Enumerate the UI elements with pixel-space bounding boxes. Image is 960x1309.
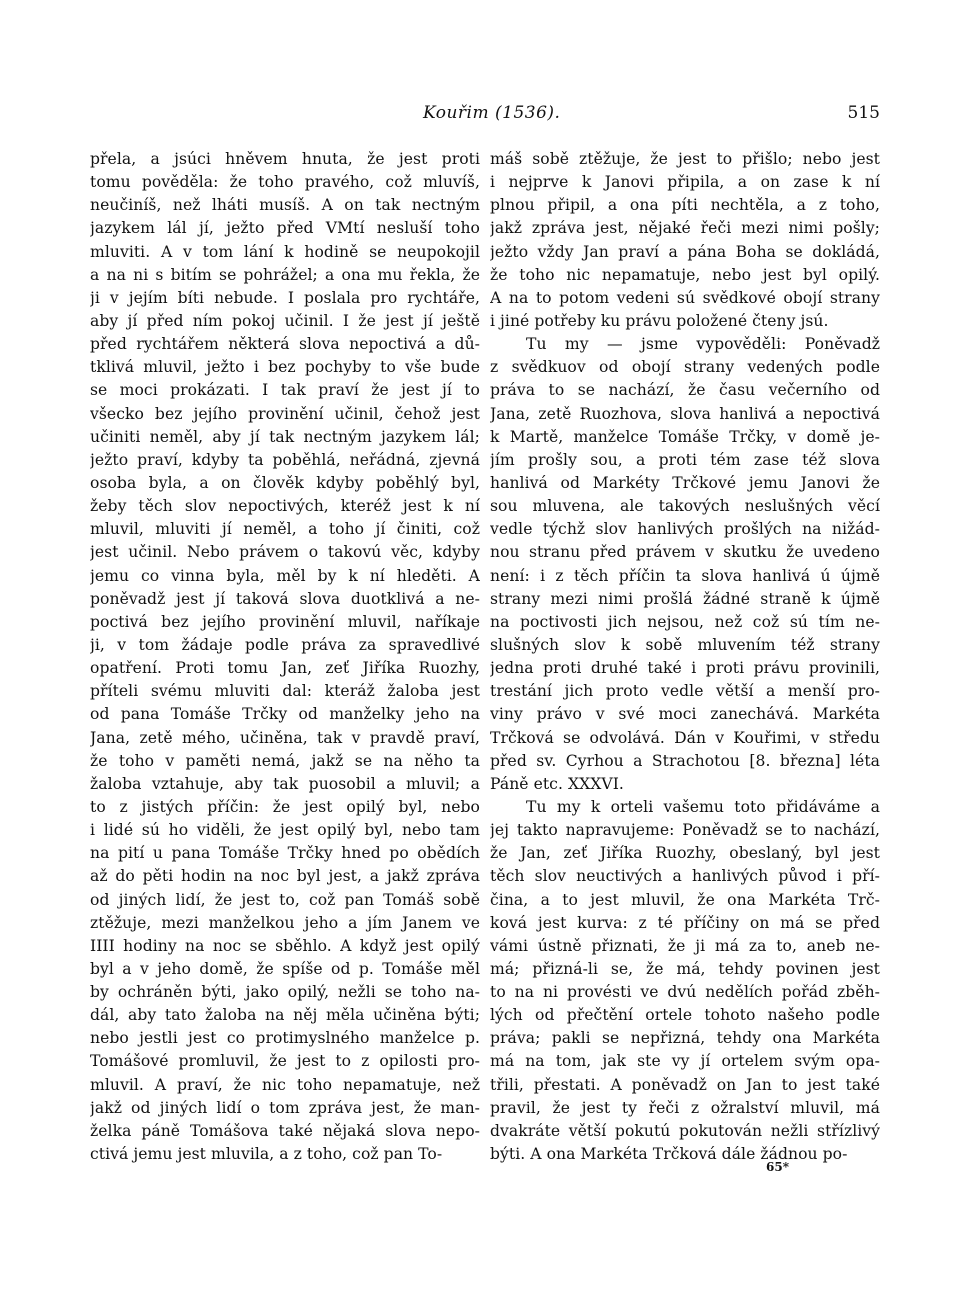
text-line: máš sobě ztěžuje, že jest to přišlo; nebo jest: [490, 150, 880, 168]
text-line: aby jí před ním pokoj učinil. I že jest jí ještě: [90, 311, 480, 330]
text-line: příteli svému mluviti dal: kteráž žaloba jest: [90, 682, 480, 701]
text-line: opatření. Proti tomu Jan, zeť Jiříka Ruozhy,: [90, 659, 480, 678]
text-line: k Martě, manželce Tomáše Trčky, v domě je-: [490, 427, 880, 446]
text-line: Jana, zetě mého, učiněna, tak v pravdě praví,: [90, 728, 480, 747]
text-line: není: i z těch příčin ta slova hanlivá ú újmě: [490, 566, 880, 585]
text-line: dál, aby tato žaloba na něj měla učiněna býti;: [90, 1006, 480, 1025]
text-line: to na ni provésti ve dvú nedělích pořád zběh-: [490, 983, 880, 1002]
text-line: ježto vždy Jan praví a pána Boha se dokládá,: [490, 242, 880, 261]
text-line: že Jan, zeť Jiříka Ruozhy, obeslaný, byl jest: [490, 844, 880, 863]
text-line: před rychtářem některá slova nepoctivá a dů-: [90, 335, 480, 354]
signature-mark: 65*: [766, 1160, 789, 1174]
text-line: želka páně Tomášova také nějaká slova nepo-: [90, 1121, 480, 1140]
text-line: ctivá jemu jest mluvila, a z toho, což pan To-: [90, 1145, 443, 1164]
text-line: slušných slov k sobě mluvením též strany: [490, 635, 880, 654]
text-line: ji, v tom žádaje podle práva za spravedlivé: [90, 635, 480, 654]
text-line: žeby těch slov nepoctivých, kteréž jest k ní: [90, 497, 480, 516]
text-line: býti. A ona Markéta Trčková dále žádnou po-: [490, 1145, 848, 1164]
text-line: mluvil. A praví, že nic toho nepamatuje, než: [90, 1075, 480, 1094]
text-line: jest učinil. Nebo právem o takovú věc, kdyby: [90, 543, 480, 562]
text-line: tklivá mluvil, ježto i bez pochyby to vše bude: [90, 358, 480, 377]
text-line: že toho nic nepamatuje, nebo jest byl opilý.: [490, 265, 880, 284]
text-line: těch slov neuctivých a hanlivých původ i pří-: [490, 867, 880, 886]
text-line: ztěžuje, mezi manželkou jeho a jím Janem ve: [90, 913, 480, 932]
text-line: IIII hodiny na noc se sběhlo. A když jest opilý: [90, 936, 480, 955]
text-line: před sv. Cyrhou a Strachotou [8. března] léta: [490, 751, 880, 770]
text-line: poctivá bez jejího provinění mluvil, naříkaje: [90, 612, 480, 631]
page-number: 515: [847, 103, 880, 123]
text-line: jej takto napravujeme: Poněvadž se to nachází,: [490, 821, 880, 840]
right-column: [490, 148, 880, 1166]
text-line: jím prošly sou, a proti tém zase též slova: [490, 450, 880, 469]
text-line: na poctivosti jich nejsou, než což sú tím ne-: [490, 612, 880, 631]
text-line: tomu pověděla: že toho pravého, což mluvíš,: [90, 173, 480, 192]
text-line: ježto praví, kdyby ta poběhlá, neřádná, zjevná: [90, 450, 480, 469]
text-line: že toho v paměti nemá, jakž se na něho ta: [90, 751, 480, 770]
text-line: nebo jestli jest co protimyslného manželce p.: [90, 1029, 480, 1048]
text-line: má; přizná-li se, že má, tehdy povinen jest: [490, 959, 880, 978]
text-line: sou mluvena, ale takových neslušných věcí: [490, 497, 880, 516]
text-line: jemu co vinna byla, měl by k ní hleděti. A: [90, 566, 480, 585]
text-line: všecko bez jejího provinění učinil, čehož jest: [90, 404, 480, 423]
text-line: by ochráněn býti, jako opilý, nežli se toho na-: [90, 983, 480, 1002]
text-line: mluvil, mluviti jí neměl, a toho jí činiti, což: [90, 520, 480, 539]
text-line: to z jistých příčin: že jest opilý byl, nebo: [90, 797, 480, 816]
text-line: čina, a to jest mluvil, že ona Markéta Trč-: [490, 890, 880, 909]
text-line: má na tom, jak ste vy jí ortelem svým opa-: [490, 1052, 880, 1071]
text-line: z svědkuov od obojí strany vedených podle: [490, 358, 880, 377]
text-line: jazykem lál jí, ježto před VMtí nesluší toho: [90, 219, 480, 238]
left-column: [90, 148, 480, 1166]
text-line: hanlivá od Markéty Trčkové jemu Janovi že: [490, 473, 880, 492]
text-line: strany mezi nimi prošlá žádné straně k újmě: [490, 589, 880, 608]
text-line: i nejprve k Janovi připila, a on zase k ní: [490, 173, 880, 192]
text-line: jedna proti druhé také i proti právu provinili,: [490, 659, 880, 678]
text-line: nou stranu před právem v skutku že uvedeno: [490, 543, 880, 562]
text-line: a na ni s bitím se pohrážel; a ona mu řekla, že: [90, 265, 480, 284]
text-line: jakž od jiných lidí o tom zpráva jest, že man-: [90, 1098, 480, 1117]
text-line: práva to se nachází, že času večerního od: [490, 381, 880, 400]
text-line: i jiné potřeby ku právu položené čteny jsú.: [490, 311, 829, 330]
text-line: třili, přestati. A poněvadž on Jan to jest také: [490, 1075, 880, 1094]
text-line: lých od přečtění ortele tohoto našeho podle: [490, 1006, 880, 1025]
text-line: učiniti neměl, aby jí tak nectným jazykem lál;: [90, 427, 480, 446]
text-line: práva; pakli se nepřizná, tehdy ona Markéta: [490, 1029, 880, 1048]
text-line: až do pěti hodin na noc byl jest, a jakž zpráva: [90, 867, 480, 886]
text-line: od jiných lidí, že jest to, což pan Tomáš sobě: [90, 890, 480, 909]
running-title: Kouřim (1536).: [423, 103, 561, 123]
text-line: byl a v jeho domě, že spíše od p. Tomáše měl: [90, 959, 480, 978]
text-line: osoba byla, a on člověk kdyby poběhlý byl,: [90, 473, 480, 492]
text-line: Tomášové promluvil, že jest to z opilosti pro-: [90, 1052, 480, 1071]
text-line: Tu my — jsme vypověděli: Poněvadž: [526, 335, 880, 354]
text-line: neučiníš, než lháti musíš. A on tak nectným: [90, 196, 480, 215]
text-line: mluviti. A v tom lání k hodině se neupokojil: [90, 242, 480, 261]
text-line: plnou připil, a ona píti nechtěla, a z toho,: [490, 196, 880, 215]
text-line: od pana Tomáše Trčky od manželky jeho na: [90, 705, 480, 724]
text-line: jakž zpráva jest, nějaké řeči mezi nimi pošly;: [490, 219, 880, 238]
text-line: vámi ústně přiznati, že ji má za to, aneb ne-: [490, 936, 880, 955]
text-line: Jana, zetě Ruozhova, slova hanlivá a nepoctivá: [490, 404, 880, 423]
text-line: A na to potom vedeni sú svědkové obojí strany: [490, 288, 880, 307]
text-line: žaloba vztahuje, aby tak puosobil a mluvil; a: [90, 774, 480, 793]
page-header: [90, 103, 880, 129]
text-line: přela, a jsúci hněvem hnuta, že jest proti: [90, 150, 480, 168]
text-line: i lidé sú ho viděli, že jest opilý byl, nebo tam: [90, 821, 480, 840]
text-line: na pití u pana Tomáše Trčky hned po obědích: [90, 844, 480, 863]
text-line: Tu my k orteli vašemu toto přidáváme a: [526, 797, 880, 816]
text-line: se moci prokázati. I tak praví že jest jí to: [90, 381, 480, 400]
text-line: vedle týchž slov hanlivých prošlých na nižád-: [490, 520, 880, 539]
text-line: Trčková se odvolává. Dán v Kouřimi, v středu: [490, 728, 880, 747]
text-line: trestání jich proto vedle větší a menší pro-: [490, 682, 880, 701]
text-line: pravil, že jest ty řeči z ožralství mluvil, má: [490, 1098, 880, 1117]
text-line: Páně etc. XXXVI.: [490, 774, 624, 793]
text-line: viny právo v své moci zanechává. Markéta: [490, 705, 880, 724]
text-line: poněvadž jest jí taková slova duotklivá a ne-: [90, 589, 480, 608]
text-line: ková jest kurva: z té příčiny on má se před: [490, 913, 880, 932]
text-line: dvakráte větší pokutú pokutován nežli střízlivý: [490, 1121, 880, 1140]
text-line: ji v jejím bíti nebude. I poslala pro rychtáře,: [90, 288, 480, 307]
